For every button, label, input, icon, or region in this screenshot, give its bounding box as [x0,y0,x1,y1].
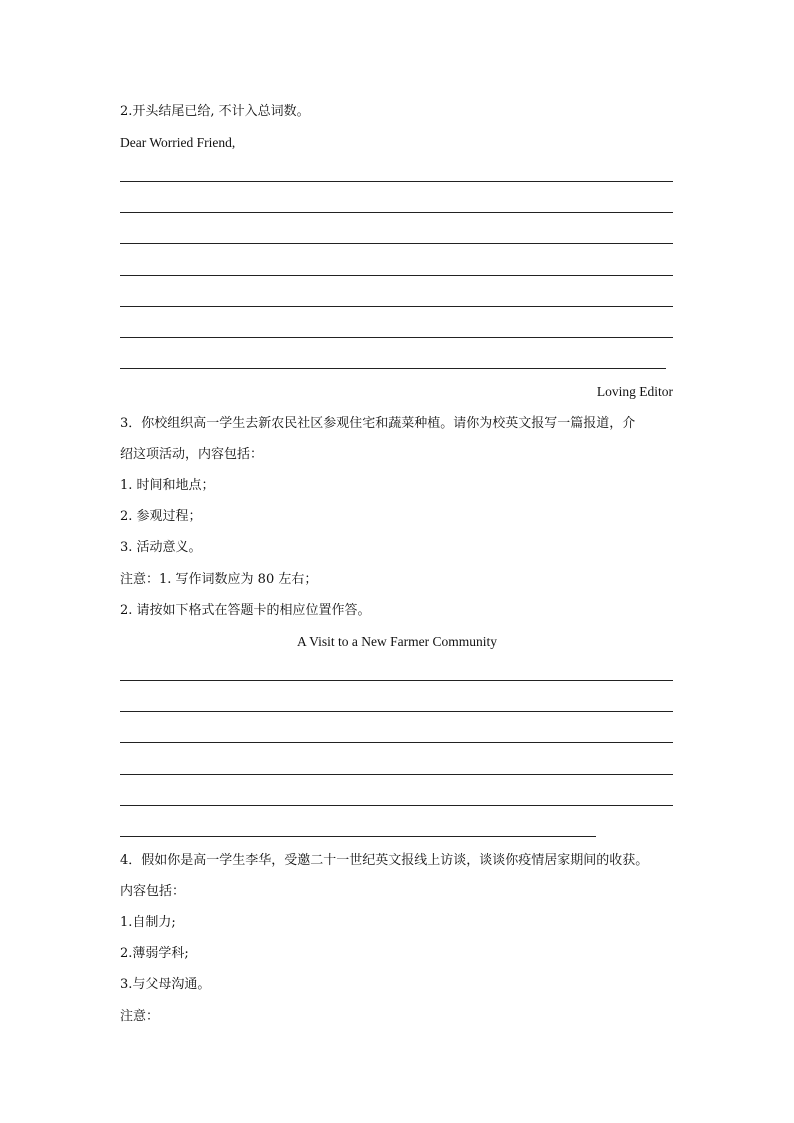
answer-line [120,337,673,338]
list-item: 1.自制力; [120,915,176,930]
list-item: 2.薄弱学科; [120,946,189,961]
essay-title: A Visit to a New Farmer Community [297,634,497,649]
section3-prompt: 3．你校组织高一学生去新农民社区参观住宅和蔬菜种植。请你为校英文报写一篇报道，介 [120,416,636,431]
notice-format: 2. 请按如下格式在答题卡的相应位置作答。 [120,603,371,618]
list-item: 3.与父母沟通。 [120,977,211,992]
answer-line [120,368,666,369]
answer-line [120,243,673,244]
closing: Loving Editor [596,384,673,399]
answer-line [120,680,673,681]
section4-prompt: 4．假如你是高一学生李华，受邀二十一世纪英文报线上访谈，谈谈你疫情居家期间的收获。 [120,853,649,868]
answer-line [120,212,673,213]
contents-label: 内容包括： [120,884,186,899]
answer-line [120,275,673,276]
answer-line [120,181,673,182]
answer-line [120,836,596,837]
notice: 注意： [120,1009,160,1024]
list-item: 1. 时间和地点； [120,478,215,493]
answer-line [120,805,673,806]
salutation: Dear Worried Friend, [120,135,236,150]
list-item: 3. 活动意义。 [120,540,202,555]
answer-line [120,774,673,775]
list-item: 2. 参观过程； [120,509,202,524]
section3-prompt-cont: 绍这项活动，内容包括： [120,447,264,462]
answer-line [120,306,673,307]
notice: 注意：1. 写作词数应为 80 左右； [120,572,318,587]
answer-line [120,742,673,743]
answer-line [120,711,673,712]
section2-note: 2.开头结尾已给, 不计入总词数。 [120,104,310,119]
